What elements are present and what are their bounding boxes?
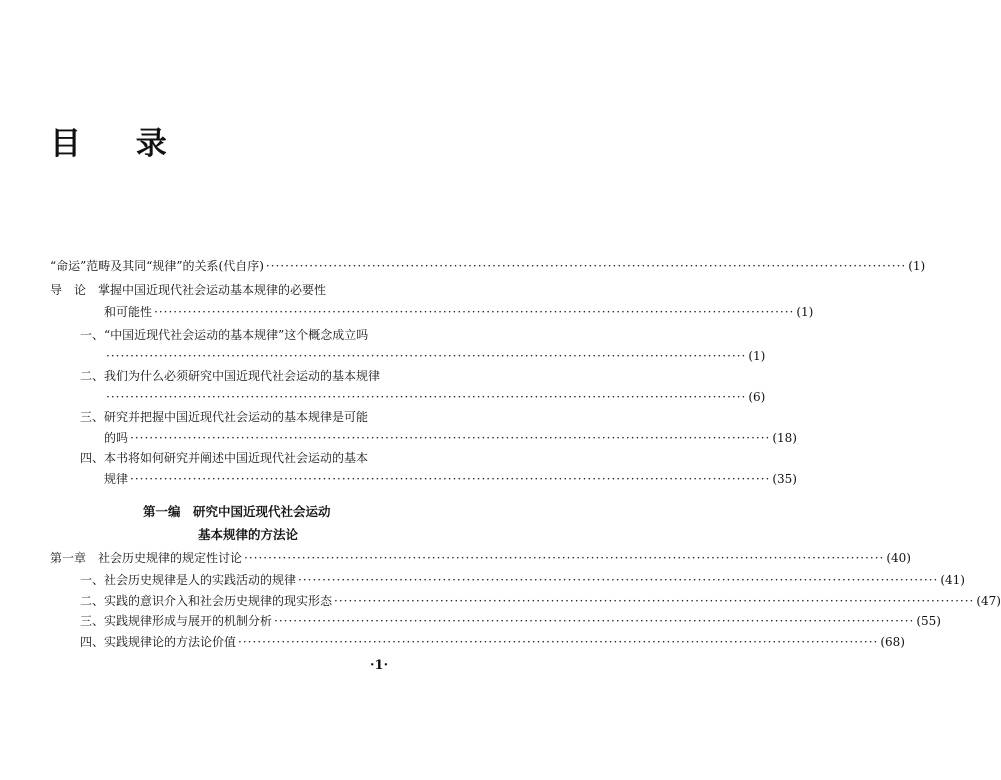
toc-page-ref: (1)	[796, 305, 814, 319]
toc-page-ref: (6)	[748, 390, 766, 404]
page-title: 目 录	[50, 126, 189, 162]
leader-dots: ·····································································································································	[106, 390, 747, 404]
leader-dots: ·····································································································································	[334, 594, 975, 608]
toc-entry-text: 二、实践的意识介入和社会历史规律的现实形态	[80, 594, 333, 608]
toc-entry-text: “命运”范畴及其同“规律”的关系(代自序)	[50, 259, 264, 273]
toc-subentry-3-cont	[104, 430, 797, 446]
leader-dots: ·····································································································································	[154, 305, 795, 319]
leader-dots: ·····································································································································	[238, 635, 879, 649]
part-heading-line2: 基本规律的方法论	[198, 527, 299, 542]
page-number: ·1·	[370, 658, 389, 673]
toc-subentry-2-cont	[104, 389, 766, 405]
toc-subentry-1-cont	[104, 348, 766, 364]
leader-dots: ·····································································································································	[130, 472, 771, 486]
toc-subentry-4-cont	[104, 471, 797, 487]
toc-page-ref: (55)	[916, 614, 941, 628]
toc-entry-intro: 导 论 掌握中国近现代社会运动基本规律的必要性	[50, 283, 327, 297]
toc-subentry-c3	[80, 613, 941, 629]
toc-entry-preface	[50, 258, 926, 274]
toc-subentry-4: 四、本书将如何研究并阐述中国近现代社会运动的基本	[80, 451, 369, 465]
part-heading-line1: 第一编 研究中国近现代社会运动	[143, 504, 331, 519]
leader-dots: ·····································································································································	[298, 573, 939, 587]
toc-page-ref: (68)	[880, 635, 905, 649]
toc-subentry-c2	[80, 593, 1001, 609]
toc-entry-text: 和可能性	[104, 305, 153, 319]
toc-page-ref: (47)	[976, 594, 1001, 608]
toc-page-ref: (35)	[772, 472, 797, 486]
toc-entry-intro-cont	[104, 304, 814, 320]
toc-subentry-3: 三、研究并把握中国近现代社会运动的基本规律是可能	[80, 410, 369, 424]
leader-dots: ·····································································································································	[274, 614, 915, 628]
toc-subentry-c1	[80, 572, 965, 588]
toc-entry-text: 第一章 社会历史规律的规定性讨论	[50, 551, 243, 565]
toc-page-ref: (41)	[940, 573, 965, 587]
leader-dots: ·····································································································································	[106, 349, 747, 363]
toc-page-ref: (1)	[748, 349, 766, 363]
toc-subentry-2: 二、我们为什么必须研究中国近现代社会运动的基本规律	[80, 369, 381, 383]
toc-page-ref: (18)	[772, 431, 797, 445]
toc-entry-text: 四、实践规律论的方法论价值	[80, 635, 237, 649]
leader-dots: ·····································································································································	[265, 259, 907, 273]
toc-subentry-1: 一、“中国近现代社会运动的基本规律”这个概念成立吗	[80, 328, 369, 342]
toc-entry-chapter-1	[50, 550, 911, 566]
leader-dots: ·····································································································································	[244, 551, 885, 565]
toc-page-ref: (40)	[886, 551, 911, 565]
toc-entry-text: 三、实践规律形成与展开的机制分析	[80, 614, 273, 628]
leader-dots: ·····································································································································	[130, 431, 771, 445]
toc-entry-text: 规律	[104, 472, 129, 486]
toc-entry-text: 的吗	[104, 431, 129, 445]
toc-subentry-c4	[80, 634, 905, 650]
toc-entry-text: 一、社会历史规律是人的实践活动的规律	[80, 573, 297, 587]
toc-page-ref: (1)	[908, 259, 926, 273]
